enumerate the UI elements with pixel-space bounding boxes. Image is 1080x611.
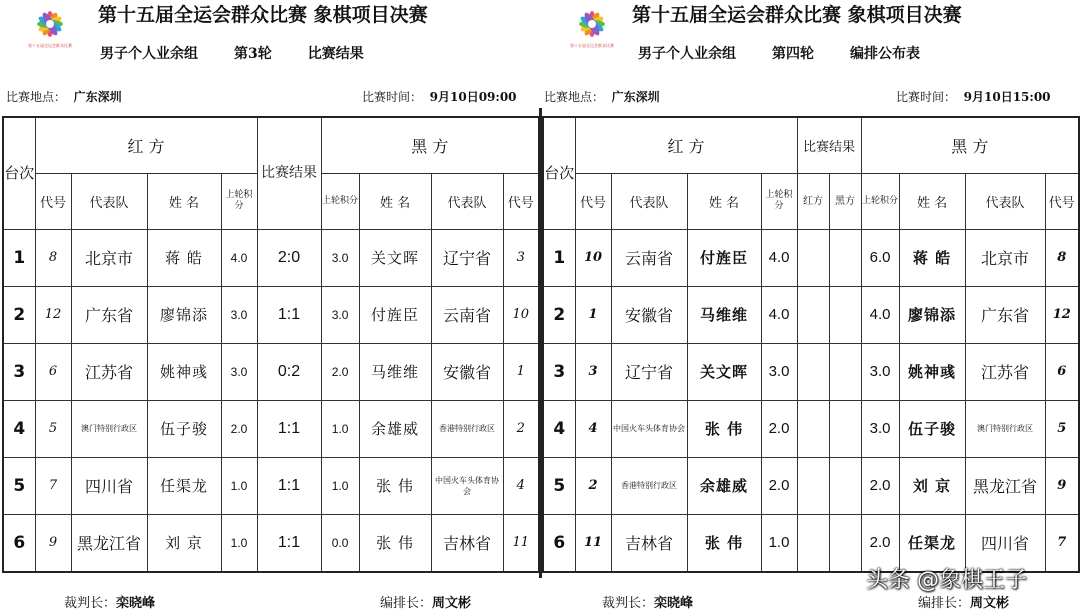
table-row: [3, 343, 539, 400]
table-row: [543, 286, 1079, 343]
header-red-side: 红方: [797, 173, 829, 229]
black-code: 9: [1045, 457, 1079, 514]
black-name: 关文晖: [359, 229, 431, 286]
match-result: 0:2: [257, 343, 321, 400]
table-number: 3: [543, 343, 575, 400]
red-team: 黑龙江省: [71, 514, 147, 572]
table-number: 2: [543, 286, 575, 343]
black-name: 张 伟: [359, 514, 431, 572]
black-prev-score: 2.0: [321, 343, 359, 400]
black-team: 香港特别行政区: [431, 400, 503, 457]
red-name: 余雄威: [687, 457, 761, 514]
black-prev-score: 3.0: [321, 286, 359, 343]
red-code: 5: [35, 400, 71, 457]
red-side-result: [797, 457, 829, 514]
header-tai: 台次: [3, 117, 35, 229]
black-team: 广东省: [965, 286, 1045, 343]
red-side-result: [797, 400, 829, 457]
black-name: 蒋 皓: [899, 229, 965, 286]
red-prev-score: 1.0: [221, 514, 257, 572]
black-code: 11: [503, 514, 539, 572]
table-number: 6: [543, 514, 575, 572]
red-side-result: [797, 343, 829, 400]
red-prev-score: 3.0: [761, 343, 797, 400]
black-code: 10: [503, 286, 539, 343]
red-prev-score: 3.0: [221, 343, 257, 400]
black-prev-score: 3.0: [861, 400, 899, 457]
black-code: 4: [503, 457, 539, 514]
red-side-result: [797, 286, 829, 343]
header-prev-score: 上轮积分: [861, 173, 899, 229]
red-team: 江苏省: [71, 343, 147, 400]
red-code: 2: [575, 457, 611, 514]
table-row: [543, 400, 1079, 457]
match-result: 1:1: [257, 286, 321, 343]
results-table: [2, 116, 540, 573]
games-logo-icon: [562, 4, 622, 50]
red-name: 任渠龙: [147, 457, 221, 514]
red-name: 张 伟: [687, 400, 761, 457]
black-side-result: [829, 400, 861, 457]
header-team: 代表队: [431, 173, 503, 229]
black-name: 马维维: [359, 343, 431, 400]
arranger: 编排长：周文彬: [918, 596, 1010, 611]
red-code: 3: [575, 343, 611, 400]
table-number: 2: [3, 286, 35, 343]
black-prev-score: 2.0: [861, 514, 899, 572]
header-team: 代表队: [611, 173, 687, 229]
red-side-result: [797, 229, 829, 286]
table-number: 6: [3, 514, 35, 572]
subtitle: 男子个人业余组 第3轮 比赛结果: [100, 46, 364, 62]
red-prev-score: 3.0: [221, 286, 257, 343]
header-black-side: 黑方: [829, 173, 861, 229]
round4-pairings-panel: [542, 0, 1080, 611]
games-logo-icon: [20, 4, 80, 50]
black-team: 辽宁省: [431, 229, 503, 286]
header-red: 红 方: [575, 117, 797, 173]
black-code: 5: [1045, 400, 1079, 457]
red-name: 蒋 皓: [147, 229, 221, 286]
svg-text:第十五届全运会群众比赛: 第十五届全运会群众比赛: [28, 43, 72, 48]
black-team: 安徽省: [431, 343, 503, 400]
black-team: 澳门特别行政区: [965, 400, 1045, 457]
table-number: 4: [3, 400, 35, 457]
black-side-result: [829, 229, 861, 286]
header-result: 比赛结果: [257, 117, 321, 229]
black-name: 任渠龙: [899, 514, 965, 572]
header-name: 姓 名: [687, 173, 761, 229]
location: 比赛地点： 广东深圳: [6, 90, 122, 104]
match-result: 1:1: [257, 400, 321, 457]
red-code: 9: [35, 514, 71, 572]
black-prev-score: 4.0: [861, 286, 899, 343]
table-row: [3, 229, 539, 286]
red-prev-score: 4.0: [761, 229, 797, 286]
red-team: 云南省: [611, 229, 687, 286]
red-code: 7: [35, 457, 71, 514]
header-name: 姓 名: [359, 173, 431, 229]
pairings-table: [542, 116, 1080, 573]
black-name: 张 伟: [359, 457, 431, 514]
table-number: 5: [543, 457, 575, 514]
black-code: 12: [1045, 286, 1079, 343]
red-name: 伍子骏: [147, 400, 221, 457]
black-prev-score: 6.0: [861, 229, 899, 286]
red-code: 10: [575, 229, 611, 286]
red-name: 马维维: [687, 286, 761, 343]
table-number: 5: [3, 457, 35, 514]
location: 比赛地点： 广东深圳: [544, 90, 660, 104]
black-team: 中国火车头体育协会: [431, 457, 503, 514]
black-prev-score: 0.0: [321, 514, 359, 572]
red-side-result: [797, 514, 829, 572]
red-prev-score: 2.0: [221, 400, 257, 457]
black-team: 吉林省: [431, 514, 503, 572]
black-team: 江苏省: [965, 343, 1045, 400]
header-name: 姓 名: [899, 173, 965, 229]
header-result: 比赛结果: [797, 117, 861, 173]
header-tai: 台次: [543, 117, 575, 229]
header-black: 黑 方: [861, 117, 1079, 173]
table-row: [543, 343, 1079, 400]
table-row: [3, 457, 539, 514]
red-team: 安徽省: [611, 286, 687, 343]
table-row: [3, 400, 539, 457]
black-name: 伍子骏: [899, 400, 965, 457]
red-team: 广东省: [71, 286, 147, 343]
table-number: 3: [3, 343, 35, 400]
red-team: 香港特别行政区: [611, 457, 687, 514]
header-prev-score: 上轮积分: [321, 173, 359, 229]
red-name: 姚神彧: [147, 343, 221, 400]
table-number: 1: [543, 229, 575, 286]
red-name: 付旌臣: [687, 229, 761, 286]
black-prev-score: 1.0: [321, 400, 359, 457]
black-code: 8: [1045, 229, 1079, 286]
table-row: [3, 514, 539, 572]
page-title: 第十五届全运会群众比赛 象棋项目决赛: [98, 4, 428, 26]
header-prev-score: 上轮积分: [761, 173, 797, 229]
black-code: 2: [503, 400, 539, 457]
red-prev-score: 1.0: [221, 457, 257, 514]
red-team: 辽宁省: [611, 343, 687, 400]
table-row: [543, 457, 1079, 514]
red-code: 4: [575, 400, 611, 457]
black-name: 付旌臣: [359, 286, 431, 343]
black-side-result: [829, 343, 861, 400]
black-team: 黑龙江省: [965, 457, 1045, 514]
black-name: 廖锦添: [899, 286, 965, 343]
referee: 裁判长：栾晓峰: [64, 596, 156, 611]
red-name: 关文晖: [687, 343, 761, 400]
page-title: 第十五届全运会群众比赛 象棋项目决赛: [632, 4, 962, 26]
table-row: [3, 286, 539, 343]
header-code: 代号: [35, 173, 71, 229]
red-code: 1: [575, 286, 611, 343]
black-prev-score: 3.0: [861, 343, 899, 400]
black-side-result: [829, 286, 861, 343]
black-team: 北京市: [965, 229, 1045, 286]
table-number: 4: [543, 400, 575, 457]
red-team: 中国火车头体育协会: [611, 400, 687, 457]
red-team: 吉林省: [611, 514, 687, 572]
header-team: 代表队: [965, 173, 1045, 229]
header-code: 代号: [1045, 173, 1079, 229]
match-result: 1:1: [257, 457, 321, 514]
table-row: [543, 229, 1079, 286]
header-black: 黑 方: [321, 117, 539, 173]
red-code: 12: [35, 286, 71, 343]
red-prev-score: 1.0: [761, 514, 797, 572]
match-result: 2:0: [257, 229, 321, 286]
subtitle: 男子个人业余组 第四轮 编排公布表: [638, 46, 920, 62]
svg-text:第十五届全运会群众比赛: 第十五届全运会群众比赛: [570, 43, 614, 48]
red-prev-score: 2.0: [761, 457, 797, 514]
red-name: 廖锦添: [147, 286, 221, 343]
match-result: 1:1: [257, 514, 321, 572]
header-red: 红 方: [35, 117, 257, 173]
red-prev-score: 4.0: [761, 286, 797, 343]
black-code: 3: [503, 229, 539, 286]
table-number: 1: [3, 229, 35, 286]
header-name: 姓 名: [147, 173, 221, 229]
black-side-result: [829, 514, 861, 572]
black-name: 刘 京: [899, 457, 965, 514]
arranger: 编排长：周文彬: [380, 596, 472, 611]
red-prev-score: 4.0: [221, 229, 257, 286]
black-name: 姚神彧: [899, 343, 965, 400]
red-code: 6: [35, 343, 71, 400]
black-code: 1: [503, 343, 539, 400]
black-team: 四川省: [965, 514, 1045, 572]
red-team: 四川省: [71, 457, 147, 514]
black-name: 余雄威: [359, 400, 431, 457]
black-prev-score: 1.0: [321, 457, 359, 514]
red-code: 11: [575, 514, 611, 572]
red-team: 澳门特别行政区: [71, 400, 147, 457]
black-prev-score: 2.0: [861, 457, 899, 514]
match-time: 比赛时间： 9月10日15:00: [896, 90, 1051, 104]
red-code: 8: [35, 229, 71, 286]
black-side-result: [829, 457, 861, 514]
black-code: 7: [1045, 514, 1079, 572]
red-name: 张 伟: [687, 514, 761, 572]
match-time: 比赛时间： 9月10日09:00: [362, 90, 517, 104]
header-team: 代表队: [71, 173, 147, 229]
referee: 裁判长：栾晓峰: [602, 596, 694, 611]
red-name: 刘 京: [147, 514, 221, 572]
black-prev-score: 3.0: [321, 229, 359, 286]
red-prev-score: 2.0: [761, 400, 797, 457]
header-code: 代号: [503, 173, 539, 229]
watermark: 头条 @象棋王子: [866, 568, 1027, 593]
black-team: 云南省: [431, 286, 503, 343]
red-team: 北京市: [71, 229, 147, 286]
header-prev-score: 上轮积分: [221, 173, 257, 229]
header-code: 代号: [575, 173, 611, 229]
black-code: 6: [1045, 343, 1079, 400]
